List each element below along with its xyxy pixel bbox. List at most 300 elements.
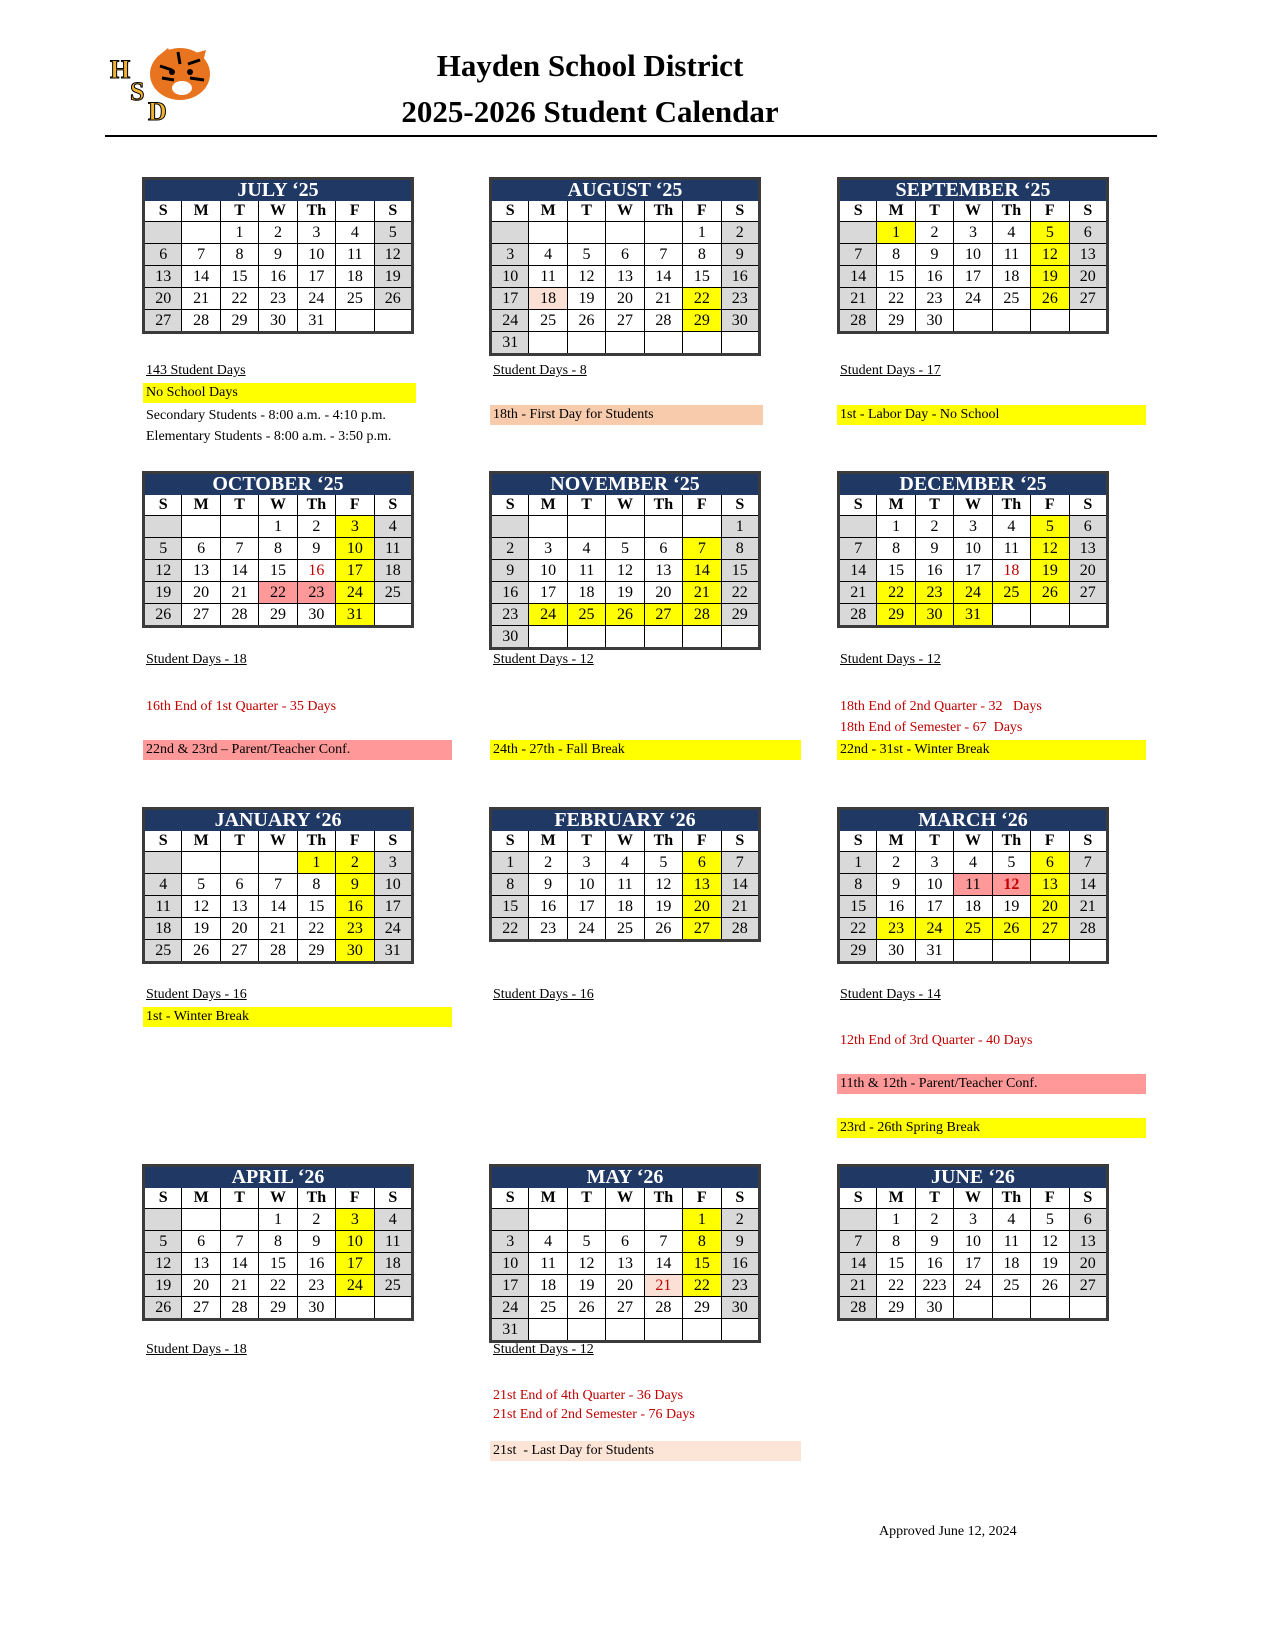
day-cell: 13 xyxy=(1069,1231,1107,1253)
september-student-days: Student Days - 17 xyxy=(840,363,941,378)
day-cell: 7 xyxy=(839,1231,877,1253)
day-cell: 18 xyxy=(992,1253,1030,1275)
day-cell: 8 xyxy=(259,538,297,560)
month-title: AUGUST ‘25 xyxy=(491,179,760,201)
day-cell: 10 xyxy=(491,1253,529,1275)
day-cell: 1 xyxy=(683,1209,721,1231)
day-cell: 12 xyxy=(182,896,220,918)
day-cell: 20 xyxy=(220,918,258,940)
last-day-note: 21st - Last Day for Students xyxy=(490,1441,801,1461)
empty-cell xyxy=(567,626,605,649)
day-cell: 15 xyxy=(877,560,915,582)
day-cell: 24 xyxy=(297,288,335,310)
day-cell: 1 xyxy=(683,222,721,244)
day-cell: 18 xyxy=(954,896,992,918)
day-cell: 14 xyxy=(839,560,877,582)
day-cell: 22 xyxy=(491,918,529,941)
day-cell: 25 xyxy=(374,582,412,604)
weekday-header: Th xyxy=(992,831,1030,852)
day-cell: 21 xyxy=(220,1275,258,1297)
empty-cell xyxy=(144,1209,182,1231)
day-cell: 15 xyxy=(683,266,721,288)
day-cell: 19 xyxy=(144,1275,182,1297)
day-cell: 22 xyxy=(877,582,915,604)
day-cell: 20 xyxy=(1069,266,1107,288)
day-cell: 2 xyxy=(491,538,529,560)
day-cell: 29 xyxy=(839,940,877,963)
day-cell: 22 xyxy=(877,1275,915,1297)
day-cell: 20 xyxy=(606,1275,644,1297)
month-calendar-november xyxy=(489,471,761,650)
day-cell: 3 xyxy=(297,222,335,244)
day-cell: 2 xyxy=(915,222,953,244)
day-cell: 23 xyxy=(721,288,759,310)
day-cell: 6 xyxy=(683,852,721,874)
empty-cell xyxy=(839,516,877,538)
empty-cell xyxy=(144,852,182,874)
weekday-header: F xyxy=(683,1188,721,1209)
approved-date: Approved June 12, 2024 xyxy=(879,1524,1017,1539)
day-cell: 5 xyxy=(1031,1209,1069,1231)
day-cell: 13 xyxy=(144,266,182,288)
day-cell: 23 xyxy=(297,1275,335,1297)
month-title: SEPTEMBER ‘25 xyxy=(839,179,1108,201)
day-cell: 16 xyxy=(877,896,915,918)
day-cell: 29 xyxy=(220,310,258,333)
day-cell: 13 xyxy=(1069,538,1107,560)
day-cell: 15 xyxy=(491,896,529,918)
weekday-header: S xyxy=(1069,495,1107,516)
day-cell: 18 xyxy=(529,288,567,310)
day-cell: 26 xyxy=(182,940,220,963)
day-cell: 13 xyxy=(606,266,644,288)
day-cell: 12 xyxy=(567,1253,605,1275)
day-cell: 13 xyxy=(683,874,721,896)
empty-cell xyxy=(644,1319,682,1342)
day-cell: 24 xyxy=(954,1275,992,1297)
day-cell: 21 xyxy=(220,582,258,604)
day-cell: 26 xyxy=(567,1297,605,1319)
day-cell: 9 xyxy=(877,874,915,896)
day-cell: 14 xyxy=(220,1253,258,1275)
weekday-header: T xyxy=(915,831,953,852)
day-cell: 17 xyxy=(336,560,374,582)
day-cell: 12 xyxy=(1031,538,1069,560)
day-cell: 14 xyxy=(721,874,759,896)
month-calendar-july xyxy=(142,177,414,334)
january-student-days: Student Days - 16 xyxy=(146,987,247,1002)
day-cell: 1 xyxy=(839,852,877,874)
weekday-header: S xyxy=(144,201,182,222)
day-cell: 20 xyxy=(182,582,220,604)
day-cell: 15 xyxy=(839,896,877,918)
weekday-header: M xyxy=(877,495,915,516)
day-cell: 22 xyxy=(259,1275,297,1297)
day-cell: 8 xyxy=(683,1231,721,1253)
empty-cell xyxy=(1069,604,1107,627)
day-cell: 3 xyxy=(374,852,412,874)
empty-cell xyxy=(992,604,1030,627)
day-cell: 4 xyxy=(992,1209,1030,1231)
weekday-header: M xyxy=(182,201,220,222)
empty-cell xyxy=(374,1297,412,1320)
day-cell: 2 xyxy=(915,1209,953,1231)
day-cell: 12 xyxy=(144,560,182,582)
day-cell: 18 xyxy=(374,1253,412,1275)
month-calendar-january xyxy=(142,807,414,964)
empty-cell xyxy=(567,1209,605,1231)
day-cell: 26 xyxy=(374,288,412,310)
day-cell: 9 xyxy=(721,1231,759,1253)
day-cell: 16 xyxy=(915,1253,953,1275)
day-cell: 11 xyxy=(992,1231,1030,1253)
day-cell: 9 xyxy=(915,1231,953,1253)
day-cell: 16 xyxy=(336,896,374,918)
empty-cell xyxy=(529,222,567,244)
day-cell: 24 xyxy=(529,604,567,626)
day-cell: 10 xyxy=(915,874,953,896)
day-cell: 15 xyxy=(721,560,759,582)
weekday-header: T xyxy=(915,201,953,222)
day-cell: 30 xyxy=(877,940,915,963)
day-cell: 29 xyxy=(721,604,759,626)
day-cell: 21 xyxy=(182,288,220,310)
day-cell: 28 xyxy=(721,918,759,941)
day-cell: 6 xyxy=(644,538,682,560)
day-cell: 1 xyxy=(259,516,297,538)
month-calendar-august xyxy=(489,177,761,356)
day-cell: 14 xyxy=(644,1253,682,1275)
weekday-header: F xyxy=(683,831,721,852)
day-cell: 24 xyxy=(954,582,992,604)
day-cell: 30 xyxy=(297,1297,335,1320)
day-cell: 17 xyxy=(954,1253,992,1275)
day-cell: 1 xyxy=(877,516,915,538)
day-cell: 4 xyxy=(529,244,567,266)
day-cell: 25 xyxy=(374,1275,412,1297)
day-cell: 18 xyxy=(144,918,182,940)
day-cell: 18 xyxy=(336,266,374,288)
day-cell: 18 xyxy=(606,896,644,918)
empty-cell xyxy=(567,1319,605,1342)
day-cell: 21 xyxy=(839,1275,877,1297)
day-cell: 30 xyxy=(721,1297,759,1319)
day-cell: 5 xyxy=(374,222,412,244)
day-cell: 29 xyxy=(683,1297,721,1319)
empty-cell xyxy=(954,310,992,333)
weekday-header: M xyxy=(529,201,567,222)
empty-cell xyxy=(567,332,605,355)
day-cell: 23 xyxy=(877,918,915,940)
weekday-header: T xyxy=(567,201,605,222)
month-title: DECEMBER ‘25 xyxy=(839,473,1108,495)
day-cell: 13 xyxy=(1031,874,1069,896)
day-cell: 11 xyxy=(992,538,1030,560)
day-cell: 10 xyxy=(336,538,374,560)
weekday-header: W xyxy=(606,495,644,516)
month-calendar-february xyxy=(489,807,761,942)
day-cell: 12 xyxy=(1031,244,1069,266)
end-2nd-quarter-note: 18th End of 2nd Quarter - 32 Days xyxy=(840,699,1042,714)
day-cell: 10 xyxy=(491,266,529,288)
day-cell: 19 xyxy=(567,1275,605,1297)
month-calendar-december xyxy=(837,471,1109,628)
empty-cell xyxy=(992,310,1030,333)
day-cell: 20 xyxy=(1069,1253,1107,1275)
empty-cell xyxy=(644,626,682,649)
day-cell: 3 xyxy=(336,516,374,538)
empty-cell xyxy=(1031,604,1069,627)
weekday-header: S xyxy=(1069,1188,1107,1209)
day-cell: 16 xyxy=(915,266,953,288)
weekday-header: W xyxy=(954,201,992,222)
day-cell: 18 xyxy=(992,266,1030,288)
day-cell: 3 xyxy=(336,1209,374,1231)
empty-cell xyxy=(182,1209,220,1231)
day-cell: 18 xyxy=(567,582,605,604)
day-cell: 6 xyxy=(606,1231,644,1253)
day-cell: 30 xyxy=(297,604,335,627)
day-cell: 8 xyxy=(839,874,877,896)
day-cell: 9 xyxy=(297,1231,335,1253)
day-cell: 21 xyxy=(721,896,759,918)
weekday-header: Th xyxy=(992,495,1030,516)
day-cell: 25 xyxy=(567,604,605,626)
day-cell: 10 xyxy=(297,244,335,266)
weekday-header: F xyxy=(1031,1188,1069,1209)
empty-cell xyxy=(992,1297,1030,1320)
day-cell: 26 xyxy=(992,918,1030,940)
day-cell: 27 xyxy=(182,604,220,627)
empty-cell xyxy=(529,1319,567,1342)
day-cell: 10 xyxy=(336,1231,374,1253)
day-cell: 8 xyxy=(491,874,529,896)
day-cell: 14 xyxy=(839,1253,877,1275)
empty-cell xyxy=(144,516,182,538)
april-student-days: Student Days - 18 xyxy=(146,1342,247,1357)
day-cell: 24 xyxy=(491,310,529,332)
month-calendar-april xyxy=(142,1164,414,1321)
day-cell: 16 xyxy=(491,582,529,604)
weekday-header: M xyxy=(182,495,220,516)
day-cell: 27 xyxy=(606,1297,644,1319)
day-cell: 22 xyxy=(839,918,877,940)
day-cell: 30 xyxy=(915,1297,953,1320)
day-cell: 29 xyxy=(877,1297,915,1320)
day-cell: 9 xyxy=(721,244,759,266)
day-cell: 24 xyxy=(374,918,412,940)
day-cell: 24 xyxy=(336,1275,374,1297)
day-cell: 11 xyxy=(336,244,374,266)
weekday-header: M xyxy=(877,1188,915,1209)
day-cell: 25 xyxy=(954,918,992,940)
day-cell: 12 xyxy=(144,1253,182,1275)
day-cell: 5 xyxy=(1031,516,1069,538)
weekday-header: S xyxy=(144,1188,182,1209)
weekday-header: S xyxy=(144,495,182,516)
day-cell: 25 xyxy=(529,310,567,332)
day-cell: 6 xyxy=(182,1231,220,1253)
district-title: Hayden School District xyxy=(436,48,744,83)
day-cell: 6 xyxy=(144,244,182,266)
day-cell: 16 xyxy=(721,1253,759,1275)
day-cell: 7 xyxy=(644,1231,682,1253)
day-cell: 21 xyxy=(1069,896,1107,918)
day-cell: 19 xyxy=(644,896,682,918)
day-cell: 15 xyxy=(220,266,258,288)
day-cell: 7 xyxy=(683,538,721,560)
empty-cell xyxy=(1031,940,1069,963)
empty-cell xyxy=(1069,1297,1107,1320)
day-cell: 9 xyxy=(529,874,567,896)
day-cell: 29 xyxy=(683,310,721,332)
february-student-days: Student Days - 16 xyxy=(493,987,594,1002)
day-cell: 30 xyxy=(915,604,953,627)
day-cell: 9 xyxy=(915,244,953,266)
month-title: MAY ‘26 xyxy=(491,1166,760,1188)
day-cell: 26 xyxy=(644,918,682,941)
day-cell: 14 xyxy=(259,896,297,918)
day-cell: 26 xyxy=(1031,288,1069,310)
day-cell: 5 xyxy=(144,538,182,560)
day-cell: 4 xyxy=(954,852,992,874)
day-cell: 25 xyxy=(144,940,182,963)
header-rule xyxy=(105,135,1157,137)
weekday-header: Th xyxy=(644,495,682,516)
day-cell: 5 xyxy=(567,244,605,266)
oct-conference-note: 22nd & 23rd – Parent/Teacher Conf. xyxy=(143,740,452,760)
month-title: JUNE ‘26 xyxy=(839,1166,1108,1188)
weekday-header: S xyxy=(374,1188,412,1209)
weekday-header: S xyxy=(491,201,529,222)
day-cell: 28 xyxy=(683,604,721,626)
day-cell: 18 xyxy=(992,560,1030,582)
day-cell: 28 xyxy=(644,310,682,332)
day-cell: 18 xyxy=(529,1275,567,1297)
weekday-header: S xyxy=(374,495,412,516)
day-cell: 4 xyxy=(992,222,1030,244)
day-cell: 19 xyxy=(144,582,182,604)
day-cell: 22 xyxy=(683,1275,721,1297)
day-cell: 4 xyxy=(606,852,644,874)
end-semester-note: 18th End of Semester - 67 Days xyxy=(840,720,1023,735)
weekday-header: Th xyxy=(297,495,335,516)
day-cell: 4 xyxy=(144,874,182,896)
day-cell: 2 xyxy=(915,516,953,538)
day-cell: 28 xyxy=(220,604,258,627)
empty-cell xyxy=(606,516,644,538)
day-cell: 13 xyxy=(220,896,258,918)
day-cell: 27 xyxy=(1069,1275,1107,1297)
day-cell: 17 xyxy=(297,266,335,288)
day-cell: 27 xyxy=(1069,582,1107,604)
day-cell: 25 xyxy=(992,582,1030,604)
day-cell: 23 xyxy=(721,1275,759,1297)
elementary-hours: Elementary Students - 8:00 a.m. - 3:50 p.m. xyxy=(146,429,392,444)
day-cell: 4 xyxy=(336,222,374,244)
day-cell: 1 xyxy=(220,222,258,244)
weekday-header: W xyxy=(954,1188,992,1209)
day-cell: 6 xyxy=(182,538,220,560)
day-cell: 10 xyxy=(529,560,567,582)
day-cell: 24 xyxy=(954,288,992,310)
day-cell: 29 xyxy=(259,604,297,627)
day-cell: 11 xyxy=(954,874,992,896)
weekday-header: T xyxy=(567,1188,605,1209)
day-cell: 24 xyxy=(491,1297,529,1319)
day-cell: 22 xyxy=(721,582,759,604)
empty-cell xyxy=(644,332,682,355)
month-calendar-may xyxy=(489,1164,761,1343)
weekday-header: M xyxy=(529,831,567,852)
weekday-header: S xyxy=(1069,201,1107,222)
empty-cell xyxy=(182,516,220,538)
december-student-days: Student Days - 12 xyxy=(840,652,941,667)
day-cell: 2 xyxy=(721,222,759,244)
empty-cell xyxy=(220,516,258,538)
day-cell: 26 xyxy=(144,604,182,627)
empty-cell xyxy=(644,222,682,244)
day-cell: 26 xyxy=(1031,582,1069,604)
day-cell: 4 xyxy=(992,516,1030,538)
day-cell: 12 xyxy=(567,266,605,288)
empty-cell xyxy=(606,626,644,649)
day-cell: 19 xyxy=(182,918,220,940)
weekday-header: S xyxy=(839,831,877,852)
day-cell: 1 xyxy=(297,852,335,874)
day-cell: 10 xyxy=(374,874,412,896)
weekday-header: F xyxy=(336,201,374,222)
day-cell: 28 xyxy=(839,1297,877,1320)
day-cell: 25 xyxy=(992,1275,1030,1297)
empty-cell xyxy=(606,1209,644,1231)
weekday-header: W xyxy=(259,495,297,516)
day-cell: 8 xyxy=(877,538,915,560)
day-cell: 7 xyxy=(721,852,759,874)
weekday-header: S xyxy=(374,831,412,852)
day-cell: 17 xyxy=(954,560,992,582)
weekday-header: T xyxy=(220,495,258,516)
day-cell: 17 xyxy=(529,582,567,604)
day-cell: 18 xyxy=(374,560,412,582)
month-calendar-september xyxy=(837,177,1109,334)
day-cell: 14 xyxy=(683,560,721,582)
secondary-hours: Secondary Students - 8:00 a.m. - 4:10 p.m. xyxy=(146,408,386,423)
day-cell: 16 xyxy=(721,266,759,288)
day-cell: 7 xyxy=(259,874,297,896)
august-student-days: Student Days - 8 xyxy=(493,363,587,378)
empty-cell xyxy=(606,1319,644,1342)
day-cell: 25 xyxy=(529,1297,567,1319)
day-cell: 29 xyxy=(297,940,335,963)
day-cell: 15 xyxy=(259,560,297,582)
empty-cell xyxy=(954,1297,992,1320)
day-cell: 31 xyxy=(491,332,529,355)
empty-cell xyxy=(567,222,605,244)
day-cell: 21 xyxy=(683,582,721,604)
day-cell: 2 xyxy=(297,516,335,538)
day-cell: 15 xyxy=(683,1253,721,1275)
weekday-header: F xyxy=(683,495,721,516)
day-cell: 27 xyxy=(144,310,182,333)
day-cell: 29 xyxy=(259,1297,297,1320)
day-cell: 6 xyxy=(220,874,258,896)
day-cell: 1 xyxy=(259,1209,297,1231)
day-cell: 30 xyxy=(915,310,953,333)
month-title: FEBRUARY ‘26 xyxy=(491,809,760,831)
day-cell: 20 xyxy=(606,288,644,310)
day-cell: 3 xyxy=(491,1231,529,1253)
